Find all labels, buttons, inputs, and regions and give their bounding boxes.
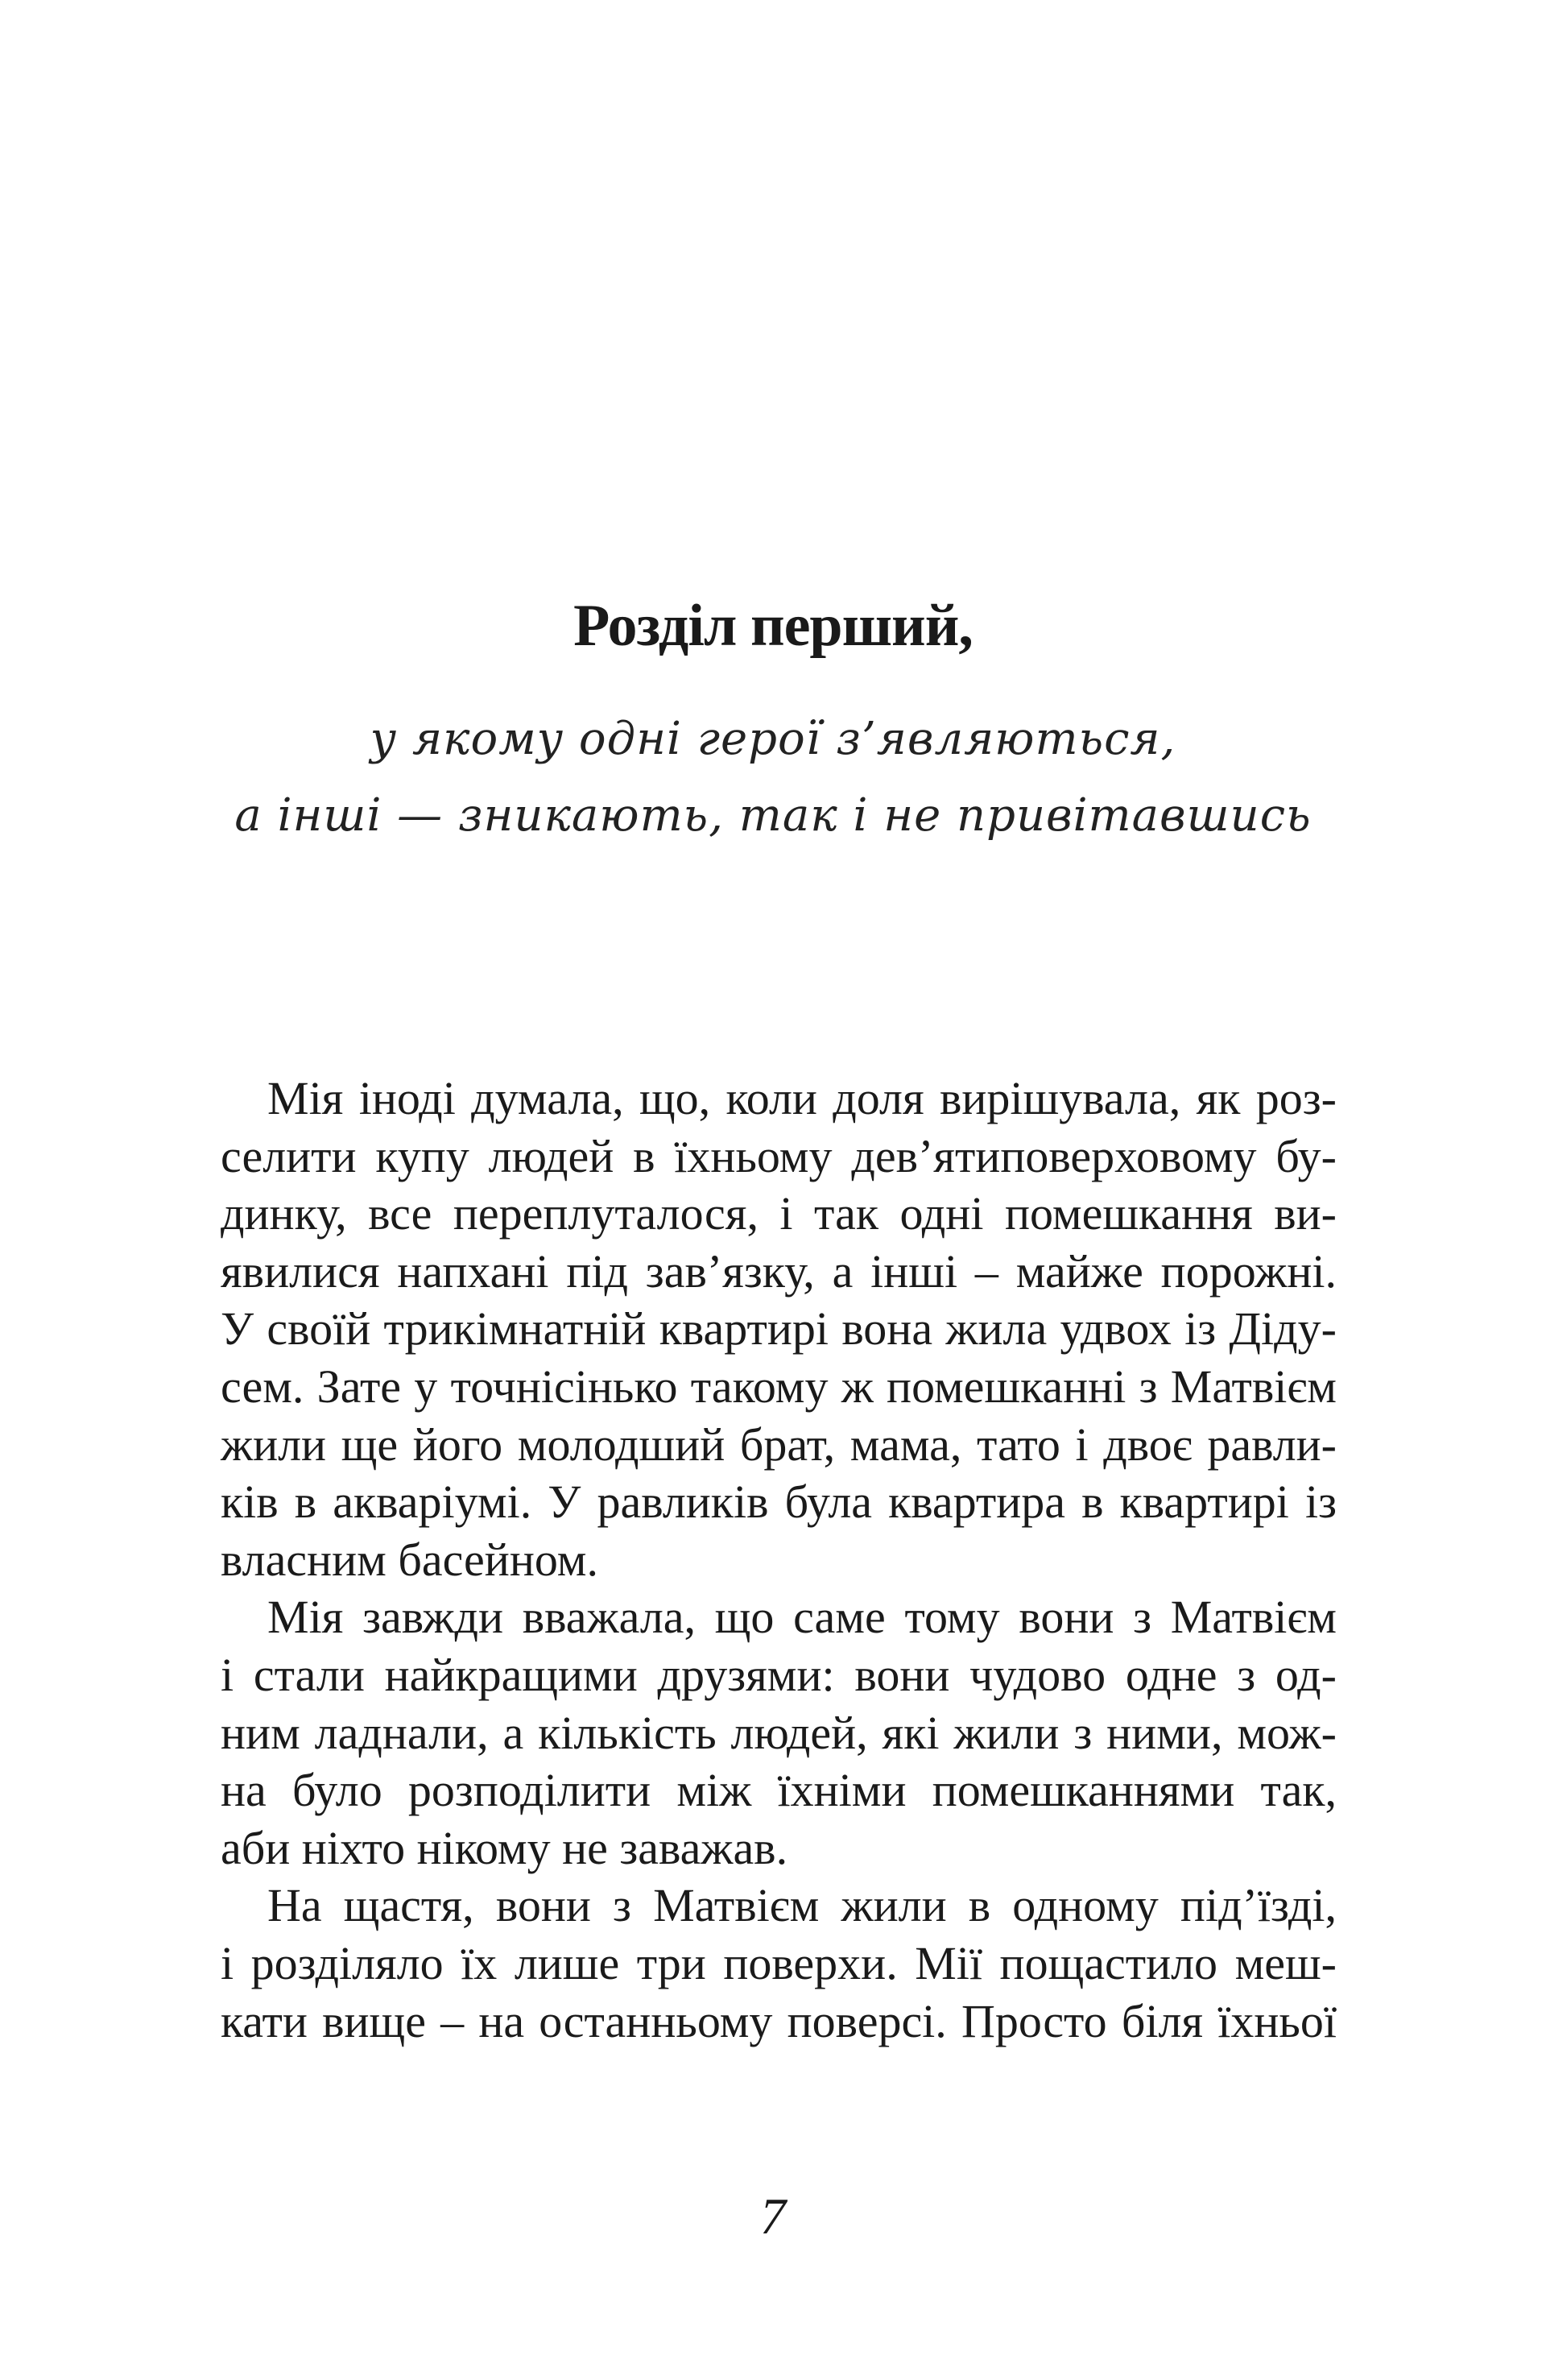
text-line: Мія завжди вважала, що саме тому вони з Матвієм — [267, 1591, 1337, 1644]
text-line: На щастя, вони з Матвієм жили в одному під’їзді, — [267, 1879, 1337, 1932]
text-line: кати вище – на останньому поверсі. Просто біля їхньої — [221, 1994, 1337, 2047]
body-text — [221, 1070, 1337, 2050]
text-line: і розділяло їх лише три поверхи. Мії пощастило меш- — [221, 1936, 1337, 1989]
text-line: ним ладнали, а кількість людей, які жили з ними, мож- — [221, 1706, 1337, 1759]
text-line: динку, все переплуталося, і так одні помешкання ви- — [221, 1187, 1337, 1240]
text-line: власним басейном. — [221, 1533, 598, 1586]
text-line: явилися напхані під зав’язку, а інші – майже порожні. — [221, 1244, 1337, 1298]
text-line: Мія іноді думала, що, коли доля вирішувала, як роз- — [267, 1072, 1337, 1124]
text-line: на було розподілити між їхніми помешканнями так, — [221, 1764, 1337, 1817]
text-line: жили ще його молодший брат, мама, тато і двоє равли- — [221, 1418, 1337, 1471]
text-line: У своїй трикімнатній квартирі вона жила удвох із Діду- — [221, 1302, 1337, 1356]
page-number: 7 — [760, 2188, 786, 2245]
chapter-subtitle-line: а інші — зникають, так і не привітавшись — [234, 789, 1312, 842]
text-line: селити купу людей в їхньому дев’ятиповерховому бу- — [221, 1129, 1337, 1182]
chapter-subtitle-line: у якому одні герої з’являються, — [370, 713, 1176, 765]
chapter-title: Розділ перший, — [573, 593, 973, 659]
text-line: аби ніхто нікому не заважав. — [221, 1821, 788, 1874]
text-line: ків в акваріумі. У равликів була квартира в квартирі із — [221, 1476, 1337, 1529]
text-line: сем. Зате у точнісінько такому ж помешканні з Матвієм — [221, 1360, 1337, 1413]
text-line: і стали найкращими друзями: вони чудово одне з од- — [221, 1648, 1337, 1701]
